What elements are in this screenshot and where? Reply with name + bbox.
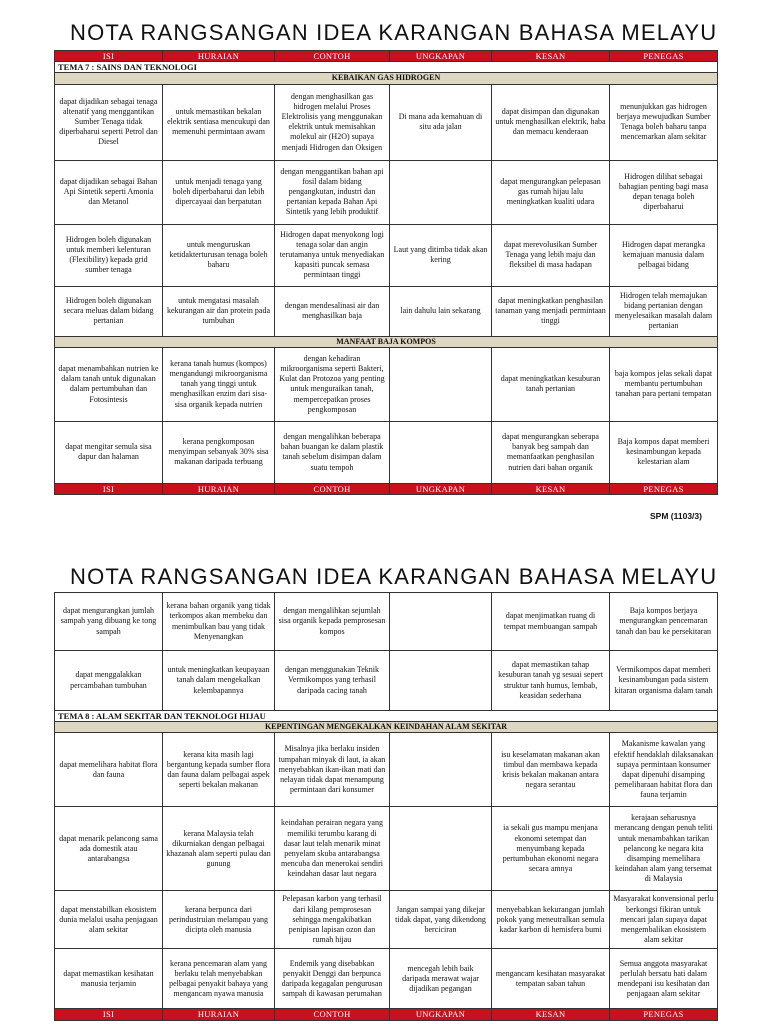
table-cell <box>390 733 492 807</box>
table-cell: keindahan perairan negara yang memiliki terumbu karang di dasar laut telah menarik minat penyelam skuba antarabangsa mencuba dan menerokai sendiri keindahan dasar laut negara <box>275 807 390 891</box>
table-cell: dapat merevolusikan Sumber Tenaga yang lebih maju dan fleksibel di masa hadapan <box>492 224 610 286</box>
column-header: KESAN <box>492 483 610 494</box>
section-heading-label: KEBAIKAN GAS HIDROGEN <box>55 73 718 84</box>
table-cell: Hidrogen dapat merangka kemajuan manusia dalam pelbagai bidang <box>610 224 718 286</box>
table-cell: dapat menstabilkan ekosistem dunia melalui usaha penjagaan alam sekitar <box>55 891 163 949</box>
table-cell: Jangan sampai yang dikejar tidak dapat, yang dikendong berciciran <box>390 891 492 949</box>
tema-row <box>55 711 718 722</box>
table-cell: dengan mengalihkan sejumlah sisa organik kepada pemprosesan kompos <box>275 593 390 651</box>
table-cell: Masyarakat konvensional perlu berkongsi fikiran untuk mencari jalan supaya dapat mengembalikan ekosistem alam sekitar <box>610 891 718 949</box>
table-cell: dengan menggantikan bahan api fosil dalam bidang pengangkutan, industri dan pertanian kepada Bahan Api Sintetik yang lebih produktif <box>275 160 390 224</box>
table-cell: dapat dijadikan sebagai Bahan Api Sintetik seperti Amonia dan Metanol <box>55 160 163 224</box>
column-header: CONTOH <box>275 51 390 62</box>
table-cell: dapat menambahkan nutrien ke dalam tanah untuk digunakan dalam pertumbuhan dan Fotosintesis <box>55 347 163 421</box>
page-title-2: NOTA RANGSANGAN IDEA KARANGAN BAHASA MELAYU <box>70 564 718 589</box>
table-cell: Vermikompos dapat memberi kesinambungan pada sistem kitaran organisma dalam tanah <box>610 651 718 711</box>
tema-row-label: TEMA 8 : ALAM SEKITAR DAN TEKNOLOGI HIJAU <box>55 711 718 722</box>
section-heading <box>55 73 718 84</box>
section-heading-label: MANFAAT BAJA KOMPOS <box>55 336 718 347</box>
table-cell: kerana bahan organik yang tidak terkompos akan membeku dan menimbulkan bau yang tidak Menyenangkan <box>163 593 275 651</box>
table-cell: dapat mengitar semula sisa dapur dan halaman <box>55 421 163 483</box>
table-cell: untuk mengatasi masalah kekurangan air dan protein pada tumbuhan <box>163 286 275 336</box>
table-cell: mengancam kesihatan masyarakat tempatan saban tahun <box>492 949 610 1009</box>
table-row <box>55 84 718 160</box>
table-cell: Endemik yang disebabkan penyakit Denggi dan berpunca daripada kegagalan pengurusan sampah di kawasan perumahan <box>275 949 390 1009</box>
table-cell: Semua anggota masyarakat perlulah bersatu hati dalam mendepani isu kesihatan dan penjagaan alam sekitar <box>610 949 718 1009</box>
column-header: CONTOH <box>275 1009 390 1020</box>
column-header: HURAIAN <box>163 51 275 62</box>
table-cell: kerajaan seharusnya merancang dengan penuh teliti untuk menambahkan tarikan pelancong ke negara kita disamping memelihara keindahan alam yang tersemat di Malaysia <box>610 807 718 891</box>
table-row <box>55 593 718 651</box>
header-row-bottom <box>55 483 718 494</box>
table-cell: Baja kompos dapat memberi kesinambungan kepada kelestarian alam <box>610 421 718 483</box>
table-row <box>55 651 718 711</box>
table-cell: kerana kita masih lagi bergantung kepada sumber flora dan fauna dalam pelbagai aspek seperti bekalan makanan <box>163 733 275 807</box>
table-cell: dengan kehadiran mikroorganisma seperti Bakteri, Kulat dan Protozoa yang penting untuk menguraikan tanah, mempercepatkan proses pengkomposan <box>275 347 390 421</box>
table-cell: kerana berpunca dari perindustruian melampau yang dicipta oleh manusia <box>163 891 275 949</box>
table-cell: isu keselamatan makanan akan timbul dan membawa kepada krisis bekalan makanan antara negara serantau <box>492 733 610 807</box>
column-header: ISI <box>55 51 163 62</box>
section-heading <box>55 336 718 347</box>
table-cell: Baja kompos berjaya mengurangkan pencemaran tanah dan bau ke persekitaran <box>610 593 718 651</box>
section-heading <box>55 722 718 733</box>
table-row <box>55 160 718 224</box>
table-cell: Makanisme kawalan yang efektif hendaklah dilaksanakan supaya permintaan konsumer dapat dipenuhi disamping pemeliharaan habitat flora dan fauna terjamin <box>610 733 718 807</box>
table-cell: untuk menguruskan ketidakterturusan tenaga boleh baharu <box>163 224 275 286</box>
table-cell: kerana tanah humus (kompos) mengandungi mikroorganisma tanah yang tinggi untuk menghasilkan enzim dari sisa-sisa organik kepada nutrien <box>163 347 275 421</box>
table-cell: dapat mengurangkan seberapa banyak beg sampah dan memanfaatkan penghasilan nutrien dari bahan organik <box>492 421 610 483</box>
column-header: PENEGAS <box>610 1009 718 1020</box>
header-row-bottom-2 <box>55 1009 718 1020</box>
table-cell <box>390 347 492 421</box>
page-title: NOTA RANGSANGAN IDEA KARANGAN BAHASA MELAYU <box>70 20 718 45</box>
table-cell: dapat menjimatkan ruang di tempat membuangan sampah <box>492 593 610 651</box>
table-cell: untuk memastikan bekalan elektrik sentiasa mencukupi dan memenuhi permintaan awam <box>163 84 275 160</box>
table-cell: dengan mendesalinasi air dan menghasilkan baja <box>275 286 390 336</box>
tema-row <box>55 62 718 73</box>
column-header: ISI <box>55 483 163 494</box>
column-header: PENEGAS <box>610 51 718 62</box>
table-cell <box>390 807 492 891</box>
table-cell: dapat disimpan dan digunakan untuk menghasilkan elektrik, haba dan memacu kenderaan <box>492 84 610 160</box>
table-cell: dengan menghasilkan gas hidrogen melalui Proses Elektrolisis yang menggunakan elektrik untuk memisahkan molekul air (H2O) supaya menjadi Hidrogen dan Oksigen <box>275 84 390 160</box>
tema-row-label: TEMA 7 : SAINS DAN TEKNOLOGI <box>55 62 718 73</box>
table-row <box>55 224 718 286</box>
table-cell <box>390 651 492 711</box>
table-cell: dengan mengalihkan beberapa bahan buangan ke dalam plastik tanah sebelum disimpan dalam suatu tempoh <box>275 421 390 483</box>
table-cell: baja kompos jelas sekali dapat membantu pertumbuhan tanahan para pertani tempatan <box>610 347 718 421</box>
table-cell: dapat dijadikan sebagai tenaga altenatif yang menggantikan Sumber Tenaga tidak diperbaharui seperti Petrol dan Diesel <box>55 84 163 160</box>
table-cell: dapat mengurangkan jumlah sampah yang dibuang ke tong sampah <box>55 593 163 651</box>
table-cell: Pelepasan karbon yang terhasil dari kilang pemprosesan sehingga mengakibatkan penipisan lapisan ozon dan rumah hijau <box>275 891 390 949</box>
table-cell: Hidrogen telah memajukan bidang pertanian dengan menyelesaikan masalah dalam pertanian <box>610 286 718 336</box>
table-cell: dapat menggalakkan percambahan tumbuhan <box>55 651 163 711</box>
table-cell: Hidrogen dilihat sebagai bahagian penting bagi masa depan tenaga boleh diperbaharui <box>610 160 718 224</box>
notes-table-page-2 <box>54 592 718 1021</box>
table-cell: dapat memelihara habitat flora dan fauna <box>55 733 163 807</box>
column-header: UNGKAPAN <box>390 1009 492 1020</box>
table-cell: untuk menjadi tenaga yang boleh diperbaharui dan lebih dipercayaai dan berpatutan <box>163 160 275 224</box>
header-row-top <box>55 51 718 62</box>
table-row <box>55 949 718 1009</box>
column-header: UNGKAPAN <box>390 51 492 62</box>
table-cell: ia sekali gus mampu menjana ekonomi setempat dan menyumbang kepada pertumbuhan ekonomi negara secara amnya <box>492 807 610 891</box>
table-cell <box>390 421 492 483</box>
table-row <box>55 733 718 807</box>
table-cell <box>390 160 492 224</box>
table-row <box>55 347 718 421</box>
table-cell: dapat menarik pelancong sama ada domestik atau antarabangsa <box>55 807 163 891</box>
notes-table-page-1 <box>54 50 718 495</box>
table-cell: Di mana ada kemahuan di situ ada jalan <box>390 84 492 160</box>
column-header: KESAN <box>492 1009 610 1020</box>
column-header: ISI <box>55 1009 163 1020</box>
table-cell: Hidrogen boleh digunakan untuk memberi kelenturan (Flexibility) kepada grid sumber tenaga <box>55 224 163 286</box>
column-header: UNGKAPAN <box>390 483 492 494</box>
table-cell: menyebabkan kekurangan jumlah pokok yang meneutralkan semula kadar karbon di hemisfera bumi <box>492 891 610 949</box>
table-cell: Hidrogen dapat menyokong logi tenaga solar dan angin terutamanya untuk menyediakan kapasiti puncak semasa permintaan tinggi <box>275 224 390 286</box>
column-header: CONTOH <box>275 483 390 494</box>
table-cell: Hidrogen boleh digunakan secara meluas dalam bidang pertanian <box>55 286 163 336</box>
table-cell: dapat mengurangkan pelepasan gas rumah hijau lalu meningkatkan kualiti udara <box>492 160 610 224</box>
table-row <box>55 421 718 483</box>
table-cell: dapat meningkatkan penghasilan tanaman yang menjadi permintaan tinggi <box>492 286 610 336</box>
table-cell: dapat meningkatkan kesuburan tanah pertanian <box>492 347 610 421</box>
column-header: PENEGAS <box>610 483 718 494</box>
table-cell: kerana pencemaran alam yang berlaku telah menyebabkan pelbagai penyakit bahaya yang mengancam nyawa manusia <box>163 949 275 1009</box>
section-heading-label: KEPENTINGAN MENGEKALKAN KEINDAHAN ALAM SEKITAR <box>55 722 718 733</box>
table-cell: menunjukkan gas hidrogen berjaya mewujudkan Sumber Tenaga boleh baharu tanpa mencemarkan alam sekitar <box>610 84 718 160</box>
table-cell: untuk meningkatkan keupayaan tanah dalam mengekalkan kelembapannya <box>163 651 275 711</box>
table-cell: Misalnya jika berlaku insiden tumpahan minyak di laut, ia akan menyebabkan ikan-ikan mati dan nelayan tidak dapat menampung permintaan dari konsumer <box>275 733 390 807</box>
column-header: HURAIAN <box>163 1009 275 1020</box>
column-header: KESAN <box>492 51 610 62</box>
table-cell: mencegah lebih baik daripada merawat wajar dijadikan pegangan <box>390 949 492 1009</box>
table-row <box>55 891 718 949</box>
table-cell <box>390 593 492 651</box>
exam-code: SPM (1103/3) <box>650 511 702 521</box>
table-cell: dapat memastikan kesihatan manusia terjamin <box>55 949 163 1009</box>
table-cell: kerana pengkomposan menyimpan sebanyak 30% sisa makanan daripada terbuang <box>163 421 275 483</box>
table-row <box>55 286 718 336</box>
column-header: HURAIAN <box>163 483 275 494</box>
table-cell: dengan menggunakan Teknik Vermikompos yang terhasil daripada cacing tanah <box>275 651 390 711</box>
table-cell: lain dahulu lain sekarang <box>390 286 492 336</box>
table-cell: kerana Malaysia telah dikurniakan dengan pelbagai khazanah alam seperti pulau dan gunung <box>163 807 275 891</box>
table-cell: dapat memastikan tahap kesuburan tanah yg sesuai sepert struktur tanh humus, lembab, keasidan sederhana <box>492 651 610 711</box>
table-cell: Laut yang ditimba tidak akan kering <box>390 224 492 286</box>
table-row <box>55 807 718 891</box>
